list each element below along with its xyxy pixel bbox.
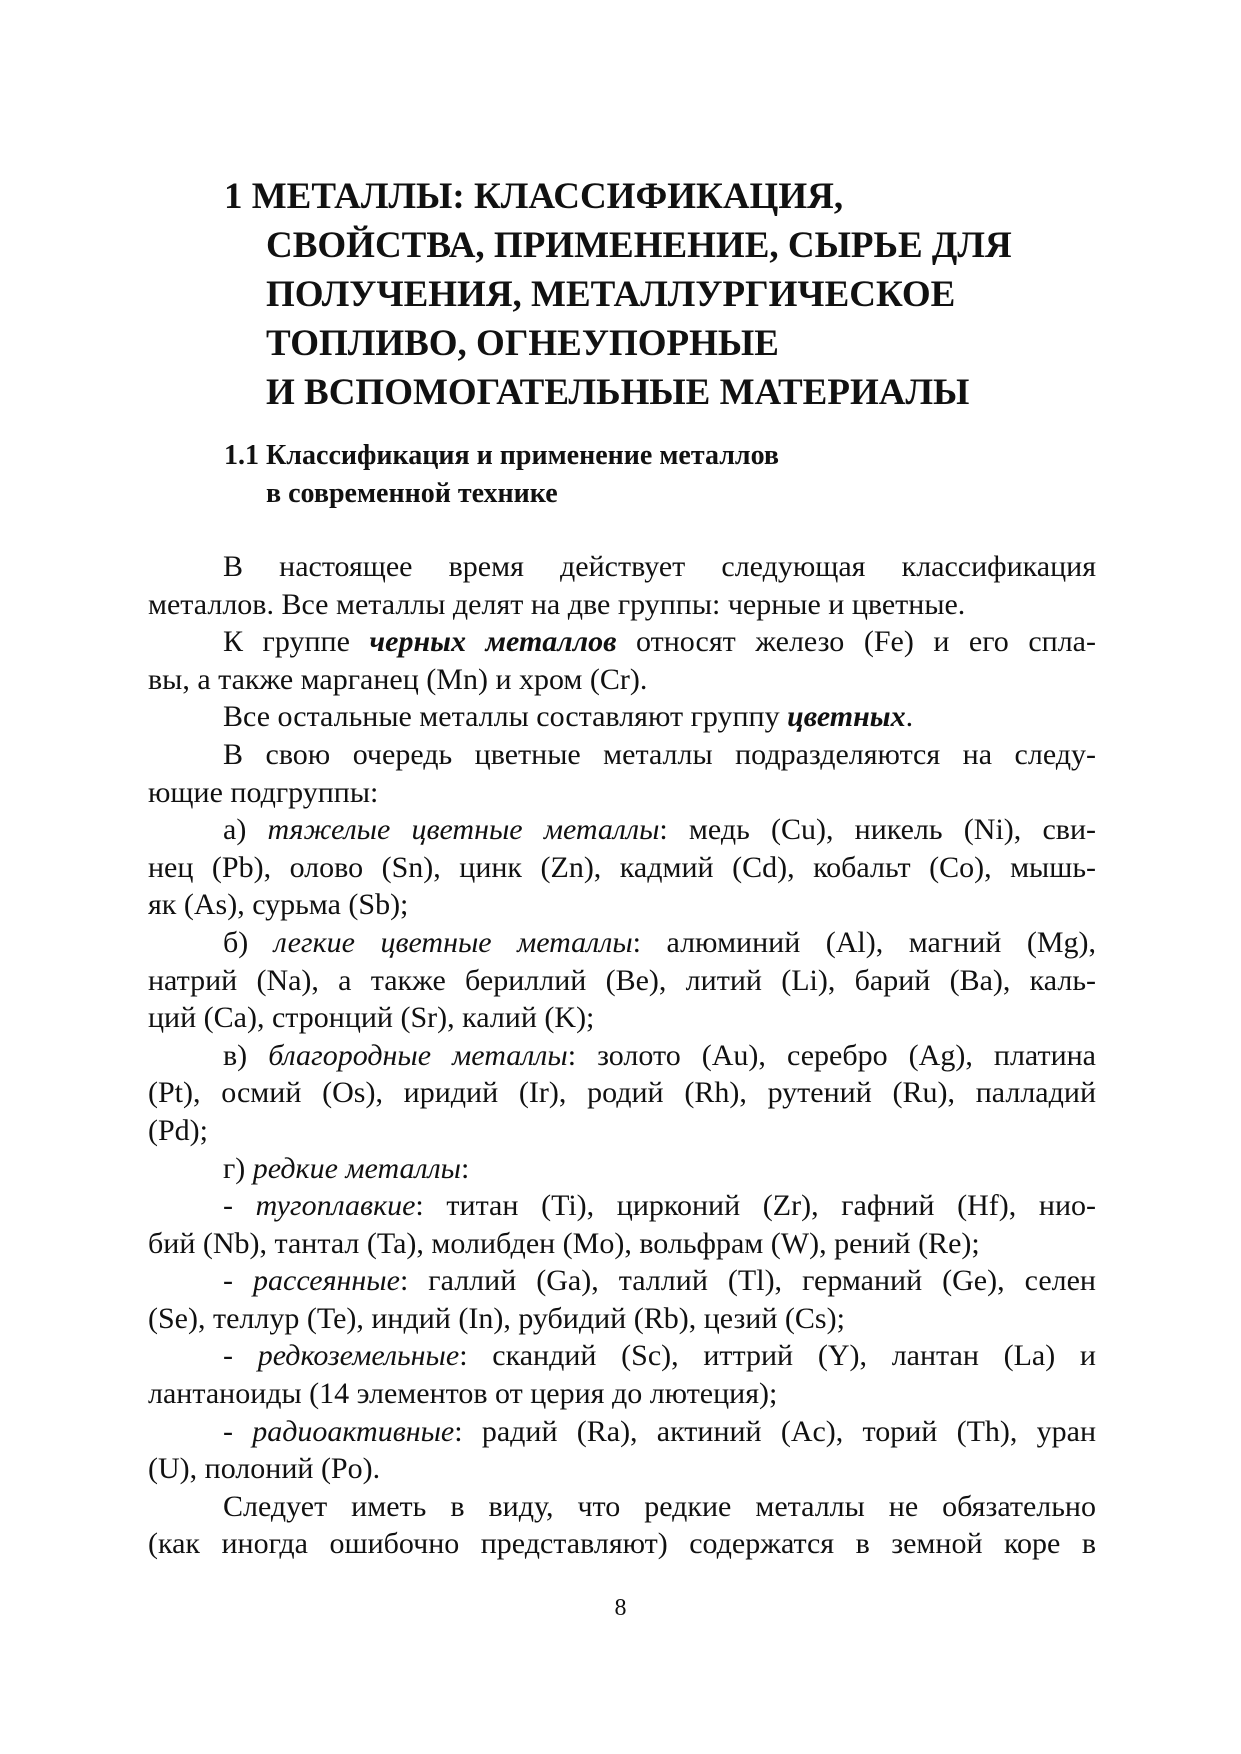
text-run: : галлий (Ga), таллий (Tl), германий (Ge), селен — [399, 1264, 1096, 1298]
term-italic: радиоактивные — [252, 1414, 455, 1448]
section-title-line: 1.1 Классификация и применение металлов — [224, 440, 780, 471]
term-emphasis: цветных — [787, 700, 906, 734]
text-run: : скандий (Sc), иттрий (Y), лантан (La) и — [459, 1339, 1096, 1373]
text-line: нец (Pb), олово (Sn), цинк (Zn), кадмий (Cd), кобальт (Co), мышь- — [148, 850, 1096, 884]
text-line: Следует иметь в виду, что редкие металлы не обязательно — [223, 1489, 1096, 1523]
chapter-title-line: И ВСПОМОГАТЕЛЬНЫЕ МАТЕРИАЛЫ — [266, 372, 970, 413]
term-emphasis: черных металлов — [369, 625, 617, 659]
term-italic: редкоземельные — [257, 1339, 460, 1373]
paragraph — [148, 698, 1096, 736]
term-italic: редкие металлы — [252, 1151, 461, 1185]
paragraph — [148, 736, 1096, 811]
text-line: лантаноиды (14 элементов от церия до лютеция); — [148, 1377, 778, 1411]
text-line: (Pt), осмий (Os), иридий (Ir), родий (Rh), рутений (Ru), палладий — [148, 1076, 1096, 1110]
text-line: (Pd); — [148, 1113, 208, 1147]
paragraph — [148, 548, 1096, 623]
text-line — [148, 811, 1096, 849]
text-run: : золото (Au), серебро (Ag), платина — [567, 1038, 1096, 1072]
text-line: бий (Nb), тантал (Ta), молибден (Mo), вольфрам (W), рений (Re); — [148, 1226, 980, 1260]
paragraph — [148, 623, 1096, 698]
text-run: : титан (Ti), цирконий (Zr), гафний (Hf), нио- — [415, 1189, 1096, 1223]
list-item-rare-metals — [148, 1150, 1096, 1188]
text-line: В настоящее время действует следующая классификация — [223, 550, 1096, 583]
text-run: - — [223, 1414, 253, 1448]
term-italic: легкие цветные металлы — [273, 925, 633, 959]
text-line — [148, 698, 1096, 736]
text-run: - — [223, 1264, 254, 1298]
chapter-title-line: 1 МЕТАЛЛЫ: КЛАССИФИКАЦИЯ, — [224, 176, 844, 217]
text-run: : алюминий (Al), магний (Mg), — [632, 925, 1096, 959]
text-line — [148, 623, 1096, 661]
text-line: ций (Ca), стронций (Sr), калий (K); — [148, 1001, 595, 1035]
chapter-title-line: ТОПЛИВО, ОГНЕУПОРНЫЕ — [266, 323, 779, 364]
body-text — [148, 548, 1096, 1563]
chapter-title — [224, 172, 1104, 417]
list-item-noble-metals — [148, 1037, 1096, 1150]
text-line: (Se), теллур (Te), индий (In), рубидий (Rb), цезий (Cs); — [148, 1301, 845, 1335]
section-title-line: в современной технике — [266, 478, 558, 509]
sublist-item-refractory — [148, 1187, 1096, 1262]
text-run: б) — [223, 925, 274, 959]
text-line: вы, а также марганец (Mn) и хром (Cr). — [148, 662, 648, 696]
text-line — [148, 1037, 1096, 1075]
text-line — [148, 1413, 1096, 1451]
term-italic: тугоплавкие — [255, 1189, 416, 1223]
text-line — [148, 1150, 1096, 1188]
text-line: (как иногда ошибочно представляют) содержатся в земной коре в — [148, 1527, 1096, 1561]
list-item-light-metals — [148, 924, 1096, 1037]
text-line — [148, 1262, 1096, 1300]
text-line: ющие подгруппы: — [148, 775, 379, 809]
sublist-item-rare-earth — [148, 1337, 1096, 1412]
text-line: натрий (Na), а также бериллий (Be), литий (Li), барий (Ba), каль- — [148, 963, 1096, 997]
text-run: . — [905, 700, 914, 734]
text-run: - — [223, 1189, 256, 1223]
text-line — [148, 924, 1096, 962]
section-title — [224, 437, 1104, 513]
sublist-item-radioactive — [148, 1413, 1096, 1488]
text-run: относят железо (Fe) и его спла- — [616, 625, 1096, 659]
term-italic: благородные металлы — [268, 1038, 568, 1072]
text-run: : медь (Cu), никель (Ni), сви- — [659, 813, 1096, 847]
term-italic: тяжелые цветные металлы — [267, 813, 660, 847]
text-run: : радий (Ra), актиний (Ac), торий (Th), уран — [454, 1414, 1096, 1448]
text-line — [148, 1337, 1096, 1375]
text-run: а) — [223, 813, 268, 847]
chapter-title-line: СВОЙСТВА, ПРИМЕНЕНИЕ, СЫРЬЕ ДЛЯ — [266, 225, 1012, 266]
text-run: - — [223, 1339, 258, 1373]
text-line: металлов. Все металлы делят на две группы: черные и цветные. — [148, 587, 966, 621]
text-run: К группе — [223, 625, 370, 659]
chapter-title-line: ПОЛУЧЕНИЯ, МЕТАЛЛУРГИЧЕСКОЕ — [266, 274, 956, 315]
list-item-heavy-metals — [148, 811, 1096, 924]
text-run: г) — [223, 1151, 253, 1185]
text-line: (U), полоний (Po). — [148, 1452, 381, 1486]
text-line: як (As), сурьма (Sb); — [148, 888, 409, 922]
text-run: в) — [223, 1038, 269, 1072]
sublist-item-scattered — [148, 1262, 1096, 1337]
term-italic: рассеянные — [253, 1264, 400, 1298]
page-number: 8 — [614, 1595, 627, 1621]
text-run: Все остальные металлы составляют группу — [223, 700, 788, 734]
text-run: : — [460, 1151, 470, 1185]
paragraph — [148, 1488, 1096, 1563]
text-line — [148, 1187, 1096, 1225]
text-line: В свою очередь цветные металлы подразделяются на следу- — [223, 737, 1096, 771]
